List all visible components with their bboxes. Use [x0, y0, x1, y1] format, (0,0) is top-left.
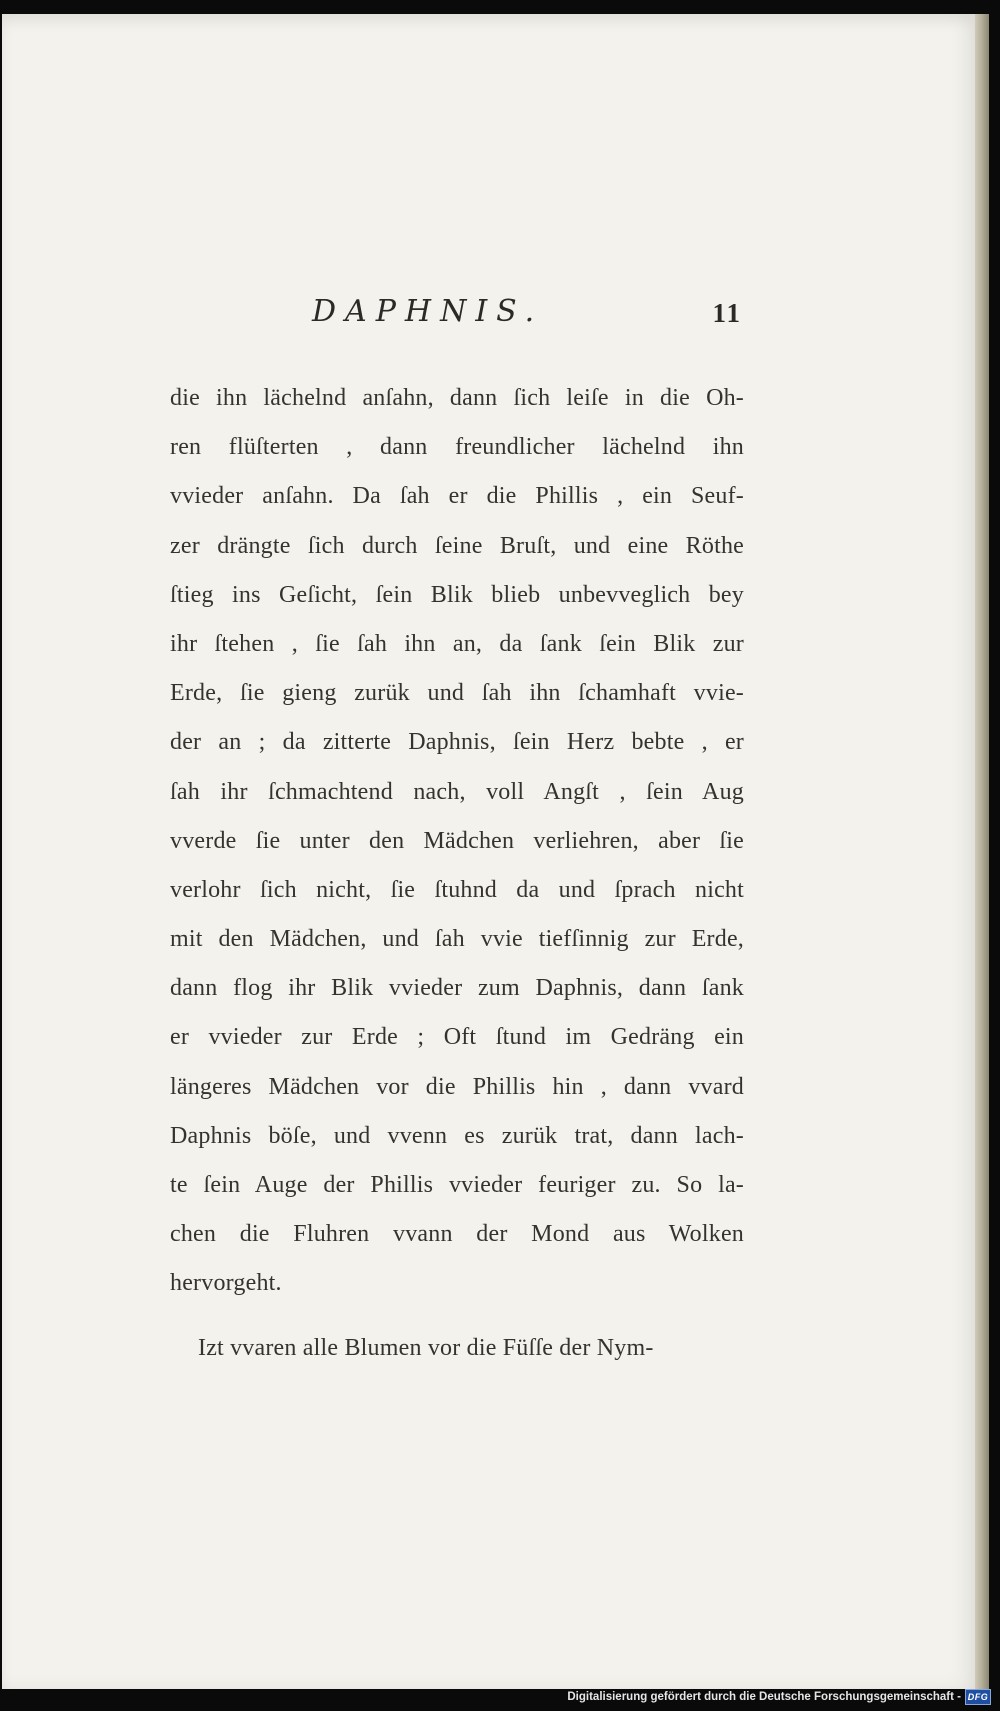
text-line: vverde ſie unter den Mädchen verliehren, aber ſie [170, 827, 744, 854]
text-line: Erde, ſie gieng zurük und ſah ihn ſchamhaft vvie- [170, 680, 744, 707]
text-line: ſah ihr ſchmachtend nach, voll Angſt , ſein Aug [170, 778, 744, 805]
text-line: Daphnis böſe, und vvenn es zurük trat, dann lach- [170, 1122, 744, 1149]
dfg-logo [965, 1689, 991, 1705]
text-line: vvieder anſahn. Da ſah er die Phillis , ein Seuf- [170, 483, 744, 510]
text-line: Izt vvaren alle Blumen vor die Füſſe der Nym- [198, 1334, 654, 1361]
text-line: die ihn lächelnd anſahn, dann ſich leiſe in die Oh- [170, 385, 744, 411]
page-header [312, 294, 742, 344]
text-line: zer drängte ſich durch ſeine Bruſt, und eine Röthe [170, 532, 744, 559]
dfg-logo-text: DFG [967, 1692, 989, 1702]
text-line: te ſein Auge der Phillis vvieder feuriger zu. So la- [170, 1172, 744, 1198]
text-line: ihr ſtehen , ſie ſah ihn an, da ſank ſein Blik zur [170, 630, 744, 657]
running-title: DAPHNIS. [312, 294, 544, 329]
text-line: der an ; da zitterte Daphnis, ſein Herz bebte , er [170, 729, 744, 756]
text-line: verlohr ſich nicht, ſie ſtuhnd da und ſprach nicht [170, 876, 744, 903]
page-edge [975, 14, 989, 1689]
text-line: dann flog ihr Blik vvieder zum Daphnis, dann ſank [170, 975, 744, 1002]
text-line: ren flüſterten , dann freundlicher lächelnd ihn [170, 434, 744, 461]
digitization-credit-text: Digitalisierung gefördert durch die Deutsche Forschungsgemeinschaft - [567, 1691, 961, 1703]
digitization-credit [567, 1688, 991, 1706]
text-line: er vvieder zur Erde ; Oft ſtund im Gedräng ein [170, 1024, 744, 1051]
text-line: ſtieg ins Geſicht, ſein Blik blieb unbevveglich bey [170, 581, 744, 608]
text-line: längeres Mädchen vor die Phillis hin , dann vvard [170, 1073, 744, 1100]
page-number: 11 [712, 298, 742, 328]
text-line: mit den Mädchen, und ſah vvie tiefſinnig zur Erde, [170, 926, 744, 953]
page-paper [2, 14, 975, 1689]
text-line: hervorgeht. [170, 1270, 282, 1297]
text-line: chen die Fluhren vvann der Mond aus Wolken [170, 1221, 744, 1248]
body-text [170, 374, 744, 1373]
